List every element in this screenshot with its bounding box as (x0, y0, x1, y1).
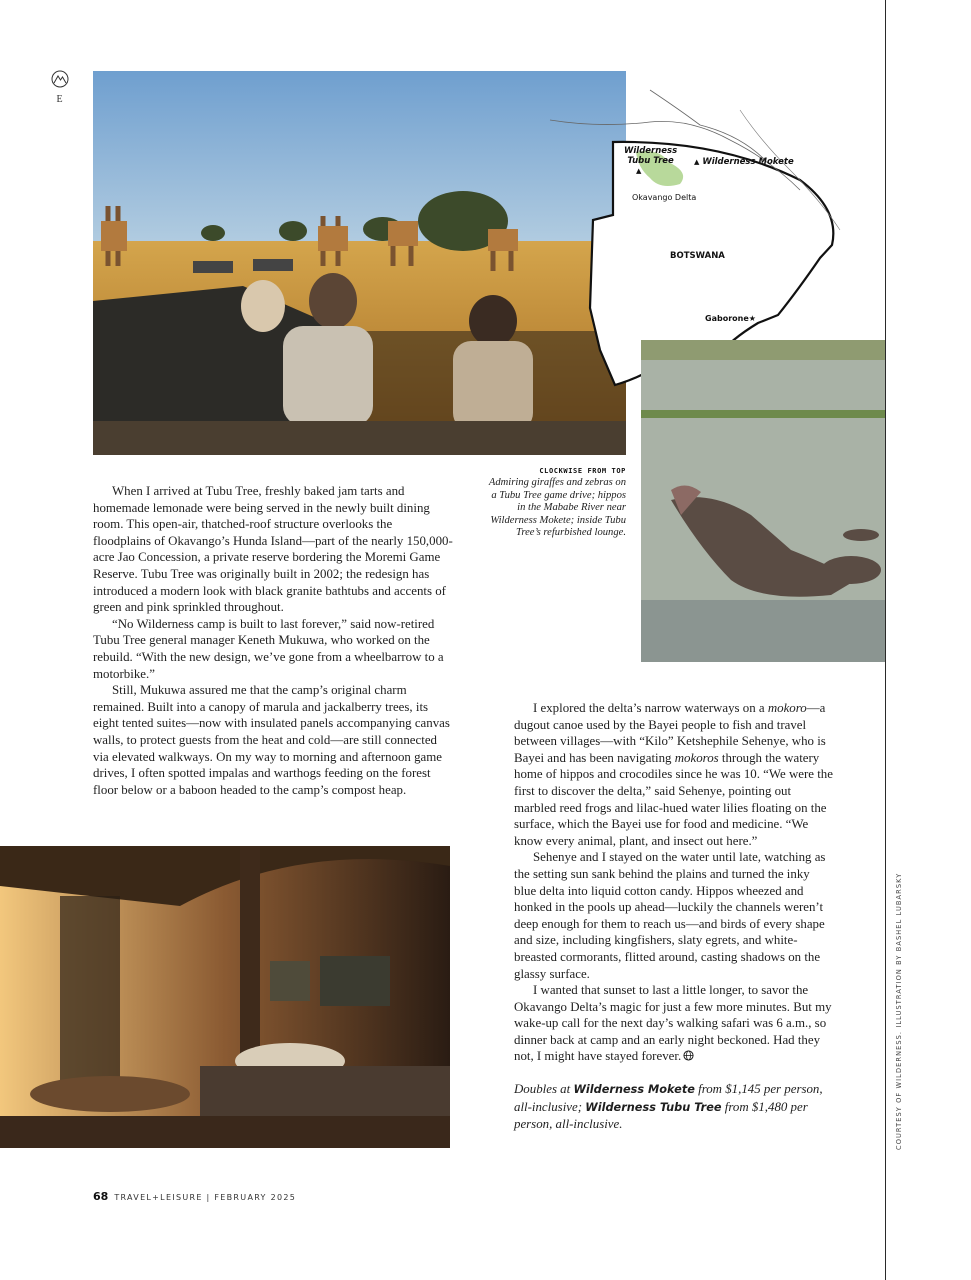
lounge-photo (0, 846, 450, 1148)
hippo-photo (641, 340, 885, 662)
paragraph: When I arrived at Tubu Tree, freshly baked jam tarts and homemade lemonade were being served in the newly built dining room. This open-air, thatched-roof structure overlooks the floodplains of Okavango’s Hunda Island—part of the nearly 150,000-acre Jao Concession, a private reserve bordering the Moremi Game Reserve. Tubu Tree was originally built in 2002; the redesign has introduced a modern look with black granite bathtubs and accents of green and pink sprinkled throughout. (93, 484, 453, 615)
publication-line: TRAVEL+LEISURE | FEBRUARY 2025 (114, 1193, 297, 1202)
photo-caption (488, 467, 626, 540)
booking-credit: Doubles at Wilderness Mokete from $1,145 per person, all-inclusive; Wilderness Tubu Tree from $1,480 per person, all-inclusive. (514, 1082, 823, 1132)
photo-credit: COURTESY OF WILDERNESS. ILLUSTRATION BY BASHEL LUBARSKY (895, 872, 903, 1150)
capital-star-icon: ★ (748, 314, 756, 323)
folio (93, 1190, 296, 1203)
caption-heading: CLOCKWISE FROM TOP (539, 467, 626, 475)
paragraph-final: I wanted that sunset to last a little longer, to savor the Okavango Delta’s magic for just a few more minutes. But my wake-up call for the next day’s walking safari was 6 a.m., so dinner back at camp and an early night beckoned. Had they not, I might have stayed forever. (514, 983, 832, 1064)
map-label-tubu-tree: Wilderness Tubu Tree (624, 146, 678, 166)
section-mark (50, 70, 70, 105)
paragraph: “No Wilderness camp is built to last forever,” said now-retired Tubu Tree general manager Keneth Mukuwa, who worked on the rebuild. “With the new design, we’ve gone from a wheelbarrow to a motorbike.” (93, 616, 444, 681)
page-number: 68 (93, 1190, 109, 1203)
map-label-delta: Okavango Delta (632, 193, 697, 202)
section-letter: E (56, 94, 64, 105)
map-label-capital: Gaborone★ (705, 314, 756, 323)
mokete-marker-icon: ▲ (694, 158, 700, 166)
map-label-mokete: ▲ Wilderness Mokete (694, 157, 794, 167)
caption-body: Admiring giraffes and zebras on a Tubu Tree game drive; hippos in the Mababe River near Wilderness Mokete; inside Tubu Tree’s refurbished lounge. (488, 477, 626, 538)
tubu-tree-marker-icon: ▲ (636, 167, 642, 175)
map-label-country: BOTSWANA (670, 251, 725, 261)
paragraph: Still, Mukuwa assured me that the camp’s original charm remained. Built into a canopy of marula and jackalberry trees, its eight tented suites—now with insulated panels accompanying canvas walls, to protect guests from the heat and cold—are still connected via elevated walkways. On my way to morning and afternoon game drives, I often spotted impalas and warthogs feeding on the forest floor below or a baboon headed to the camp’s compost heap. (93, 683, 450, 797)
paragraph: I explored the delta’s narrow waterways on a mokoro—a dugout canoe used by the Bayei people to fish and travel between villages—with “Kilo” Ketshephile Sehenye, who is Bayei and has been navigating mokoros through the watery home of hippos and crocodiles since he was 10. “We were the first to discover the delta,” said Sehenye, pointing out marbled reed frogs and lilac-hued water lilies floating on the surface, which the Bayei use for food and medicine. “We know every animal, plant, and insect out here.” (514, 701, 833, 848)
article-column-1 (93, 483, 453, 798)
mountain-logo-icon (51, 70, 69, 88)
paragraph: Sehenye and I stayed on the water until late, watching as the setting sun sank behind the plains and turned the inky blue delta into liquid cotton candy. Hippos wheezed and honked in the pools up ahead—luckily the channels weren’t deep enough for them to reach us—and birds of every shape and size, including kingfishers, slaty egrets, and white-breasted cormorants, flitted around, casting shadows on the glassy surface. (514, 850, 826, 981)
article-column-2 (514, 700, 834, 1133)
right-margin-rule (885, 0, 886, 1280)
globe-icon (683, 1050, 694, 1061)
